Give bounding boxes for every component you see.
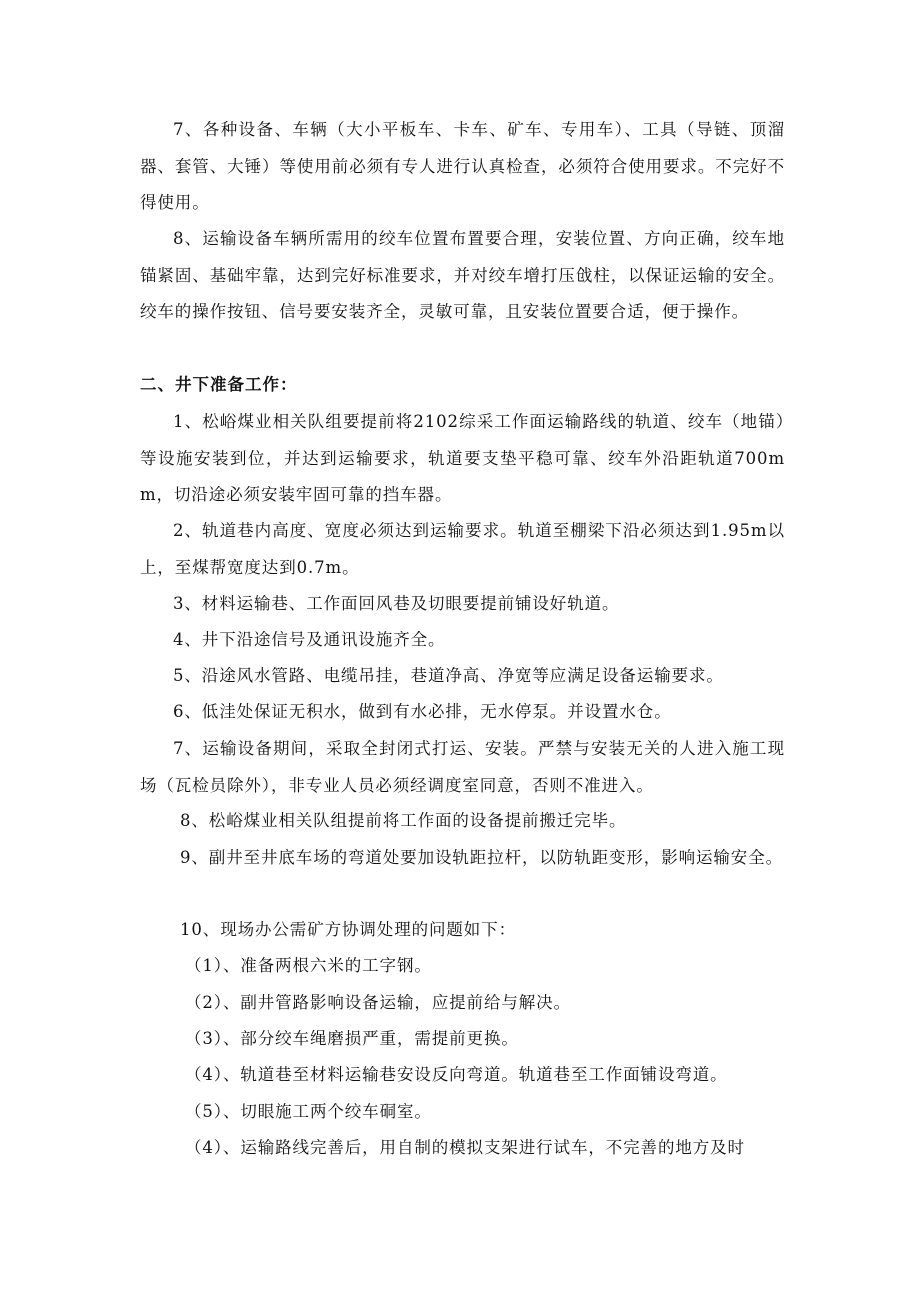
section-item-3: 3、材料运输巷、工作面回风巷及切眼要提前铺设好轨道。 — [173, 594, 620, 613]
section-item-2: 2、轨道巷内高度、宽度必须达到运输要求。轨道至棚梁下沿必须达到1.95m以上，至煤帮宽度达到0.7m。 — [140, 521, 785, 577]
section-item-10: 10、现场办公需矿方协调处理的问题如下： — [180, 920, 516, 939]
sub-item-4: （4）、轨道巷至材料运输巷安设反向弯道。轨道巷至工作面铺设弯道。 — [185, 1065, 728, 1084]
section-item-5: 5、沿途风水管路、电缆吊挂，巷道净高、净宽等应满足设备运输要求。 — [173, 666, 724, 685]
paragraph-item-8: 8、运输设备车辆所需用的绞车位置布置要合理，安装位置、方向正确，绞车地锚紧固、基础牢靠，达到完好标准要求，并对绞车增打压戗柱，以保证运输的安全。绞车的操作按钮、信号要安装齐全，灵敏可靠，且安装位置要合适，便于操作。 — [140, 229, 785, 321]
sub-item-5: （5）、切眼施工两个绞车硐室。 — [185, 1102, 432, 1121]
section-item-8: 8、松峪煤业相关队组提前将工作面的设备提前搬迁完毕。 — [180, 811, 627, 830]
section-item-4: 4、井下沿途信号及通讯设施齐全。 — [173, 630, 446, 649]
paragraph-item-7: 7、各种设备、车辆（大小平板车、卡车、矿车、专用车）、工具（导链、顶溜器、套管、大锤）等使用前必须有专人进行认真检查，必须符合使用要求。不完好不得使用。 — [140, 120, 785, 212]
section-item-7: 7、运输设备期间，采取全封闭式打运、安装。严禁与安装无关的人进入施工现场（瓦检员除外），非专业人员必须经调度室同意，否则不准进入。 — [140, 739, 785, 795]
section-item-6: 6、低洼处保证无积水，做到有水必排，无水停泵。并设置水仓。 — [173, 702, 672, 721]
section-item-9: 9、副井至井底车场的弯道处要加设轨距拉杆，以防轨距变形，影响运输安全。 — [180, 848, 783, 867]
section-heading: 二、井下准备工作： — [140, 375, 298, 394]
sub-item-3: （3）、部分绞车绳磨损严重，需提前更换。 — [185, 1029, 519, 1048]
sub-item-1: （1）、准备两根六米的工字钢。 — [185, 956, 432, 975]
section-item-1: 1、松峪煤业相关队组要提前将2102综采工作面运输路线的轨道、绞车（地锚）等设施安装到位，并达到运输要求，轨道要支垫平稳可靠、绞车外沿距轨道700mm，切沿途必须安装牢固可靠的挡车器。 — [140, 412, 785, 504]
sub-item-6: （4）、运输路线完善后，用自制的模拟支架进行试车，不完善的地方及时 — [185, 1138, 745, 1157]
sub-item-2: （2）、副井管路影响设备运输，应提前给与解决。 — [185, 993, 571, 1012]
